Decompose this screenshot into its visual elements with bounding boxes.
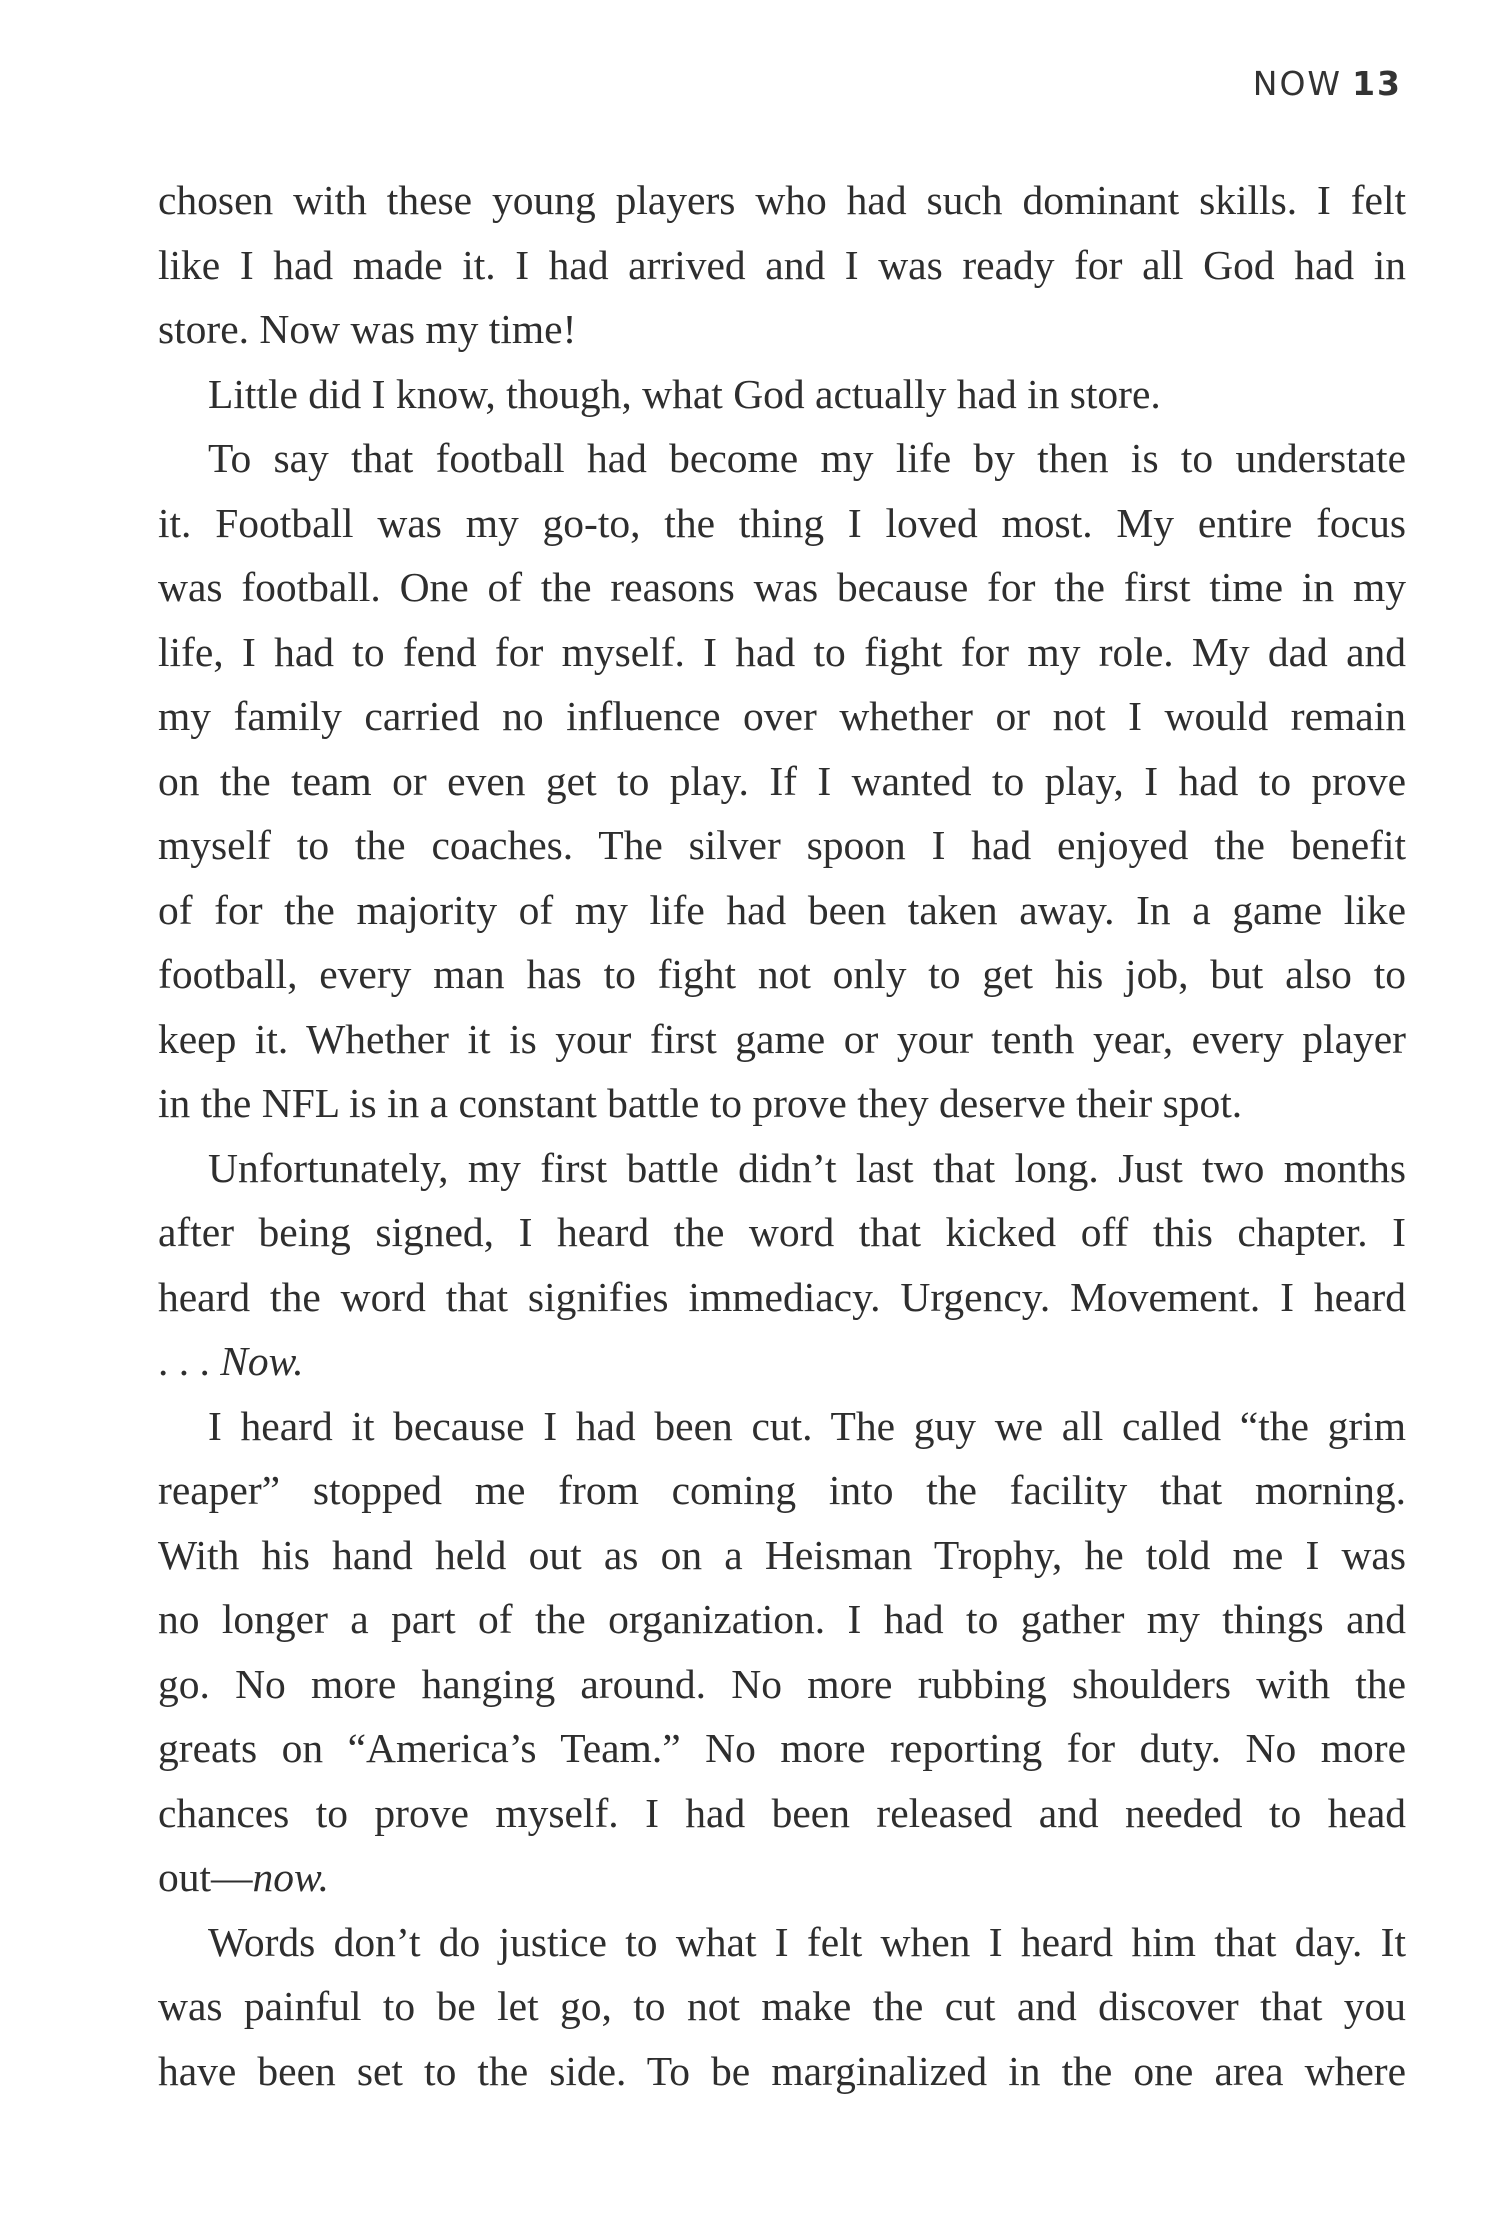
text-line: reaper” stopped me from coming into the facility that morning. <box>158 1467 1406 1513</box>
text-line: chosen with these young players who had such dominant skills. I felt <box>158 177 1406 223</box>
page-number: 13 <box>1352 64 1402 103</box>
running-head <box>1253 64 1402 103</box>
text-line: heard the word that signifies immediacy. Urgency. Movement. I heard <box>158 1273 1406 1320</box>
text-line: I heard it because I had been cut. The guy we all called “the grim <box>208 1402 1406 1449</box>
text-line: my family carried no influence over whether or not I would remain <box>158 693 1406 739</box>
text-line: in the NFL is in a constant battle to prove they deserve their spot. <box>158 1080 1243 1126</box>
text-line: To say that football had become my life by then is to understate <box>208 435 1406 481</box>
text-line: Unfortunately, my first battle didn’t last that long. Just two months <box>208 1144 1406 1191</box>
text-line: life, I had to fend for myself. I had to fight for my role. My dad and <box>158 628 1406 675</box>
text-line: Little did I know, though, what God actually had in store. <box>208 370 1161 417</box>
text-line: of for the majority of my life had been taken away. In a game like <box>158 886 1406 933</box>
body-text <box>158 168 1406 2103</box>
chapter-title: NOW <box>1252 64 1343 103</box>
text-line: go. No more hanging around. No more rubbing shoulders with the <box>158 1660 1406 1707</box>
ellipsis-text: . . . <box>158 1338 221 1384</box>
text-line: Words don’t do justice to what I felt when I heard him that day. It <box>208 1918 1406 1965</box>
out-text: out— <box>158 1854 253 1900</box>
text-line: football, every man has to fight not only to get his job, but also to <box>158 951 1406 997</box>
text-line: store. Now was my time! <box>158 306 577 352</box>
text-line: on the team or even get to play. If I wanted to play, I had to prove <box>158 757 1406 804</box>
text-line: myself to the coaches. The silver spoon I had enjoyed the benefit <box>158 822 1406 868</box>
italic-word: now. <box>252 1854 330 1900</box>
text-line: chances to prove myself. I had been released and needed to head <box>158 1789 1406 1836</box>
text-line: after being signed, I heard the word that kicked off this chapter. I <box>158 1209 1406 1255</box>
text-line: like I had made it. I had arrived and I was ready for all God had in <box>158 241 1406 288</box>
text-line: was football. One of the reasons was because for the first time in my <box>158 564 1406 610</box>
text-line: greats on “America’s Team.” No more reporting for duty. No more <box>158 1725 1406 1771</box>
text-line <box>158 1845 1406 1910</box>
italic-word: Now. <box>220 1338 304 1384</box>
text-line: was painful to be let go, to not make the cut and discover that you <box>158 1983 1406 2029</box>
text-line <box>158 1329 1406 1394</box>
text-line: keep it. Whether it is your first game or your tenth year, every player <box>158 1015 1406 1062</box>
text-line: no longer a part of the organization. I had to gather my things and <box>158 1596 1406 1642</box>
text-line: it. Football was my go-to, the thing I loved most. My entire focus <box>158 499 1406 546</box>
text-line: With his hand held out as on a Heisman Trophy, he told me I was <box>158 1531 1406 1578</box>
text-line: have been set to the side. To be marginalized in the one area where <box>158 2047 1406 2094</box>
